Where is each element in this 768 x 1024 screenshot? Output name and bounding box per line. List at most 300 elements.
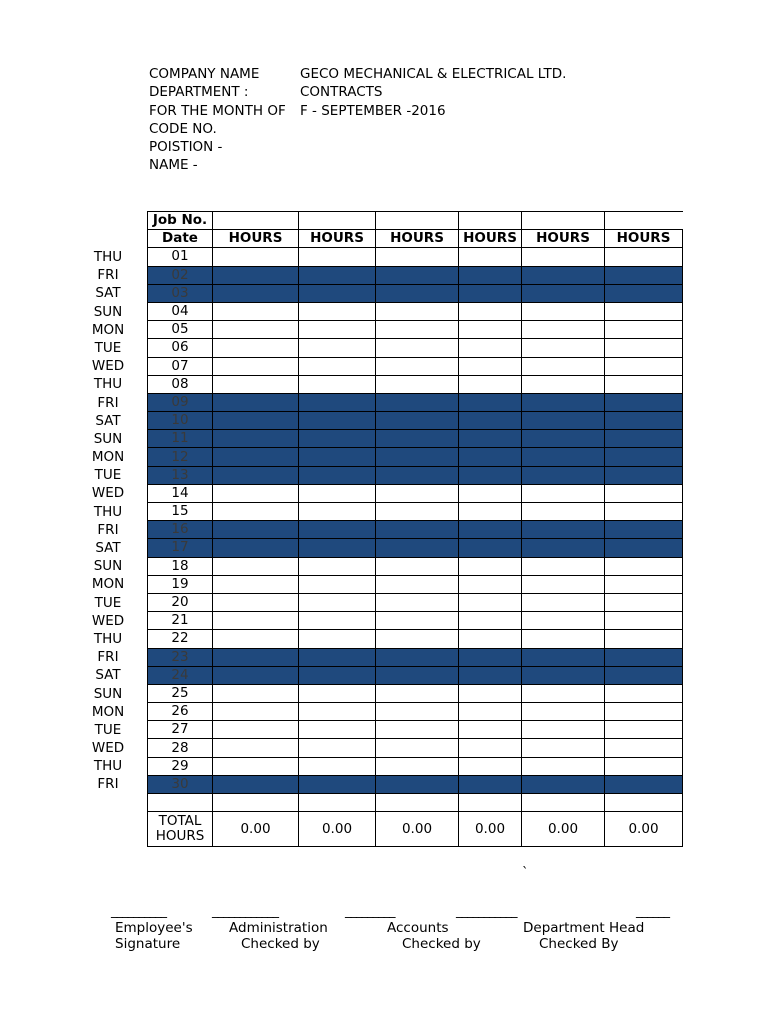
total-hours-value: 0.00 [522,812,605,847]
hours-cell[interactable] [376,503,459,521]
day-of-week-column [88,248,128,794]
hours-cell[interactable] [459,684,522,702]
hours-cell[interactable] [522,575,605,593]
day-of-week-label: TUE [94,467,122,484]
employee-caption-line2: Signature [115,935,181,952]
hours-cell[interactable] [522,593,605,611]
day-of-week-label: FRI [97,776,119,793]
signature-line-extra: ______ [636,904,669,919]
hours-cell[interactable] [213,684,299,702]
hours-cell[interactable] [459,630,522,648]
hours-cell[interactable] [522,448,605,466]
hours-cell[interactable] [522,393,605,411]
hours-cell[interactable] [213,448,299,466]
signature-line-employee: __________ [111,904,166,919]
total-hours-value: 0.00 [376,812,459,847]
hours-cell[interactable] [376,575,459,593]
hours-cell[interactable] [299,266,376,284]
date-cell: 10 [148,412,213,430]
hours-cell[interactable] [459,521,522,539]
date-cell: 26 [148,703,213,721]
table-row [148,321,683,339]
hours-cell[interactable] [213,357,299,375]
day-of-week-label: THU [93,758,123,775]
hours-cell[interactable] [376,430,459,448]
hours-cell[interactable] [376,302,459,320]
day-of-week-label: SAT [95,540,121,556]
hours-cell[interactable] [605,593,683,611]
table-row [148,357,683,375]
day-of-week-label: MON [91,321,125,338]
total-hours-value: 0.00 [213,812,299,847]
hours-cell[interactable] [213,539,299,557]
table-row [148,375,683,393]
day-of-week-label: SUN [93,430,123,447]
day-of-week-label: TUE [94,594,122,611]
hours-cell[interactable] [299,466,376,484]
hours-cell[interactable] [213,648,299,666]
hours-cell[interactable] [605,539,683,557]
hours-cell[interactable] [213,430,299,448]
hours-cell[interactable] [376,339,459,357]
month-value: F - SEPTEMBER -2016 [300,102,446,119]
date-cell: 30 [148,775,213,793]
date-cell: 29 [148,757,213,775]
hours-cell[interactable] [605,393,683,411]
table-row [148,630,683,648]
day-of-week-label: FRI [97,521,119,538]
hours-header: HOURS [376,230,459,248]
hours-cell[interactable] [213,794,299,812]
hours-cell[interactable] [213,466,299,484]
hours-cell[interactable] [522,612,605,630]
hours-cell[interactable] [376,266,459,284]
hours-cell[interactable] [605,757,683,775]
hours-cell[interactable] [605,448,683,466]
hours-cell[interactable] [522,284,605,302]
table-row [148,521,683,539]
hours-cell[interactable] [213,412,299,430]
hours-cell[interactable] [213,703,299,721]
hours-header: HOURS [213,230,299,248]
table-row [148,248,683,266]
hours-cell[interactable] [376,539,459,557]
hours-cell[interactable] [299,430,376,448]
hours-cell[interactable] [459,794,522,812]
job-number-cell[interactable] [376,212,459,230]
hours-cell[interactable] [459,484,522,502]
job-number-label: Job No. [148,212,213,230]
hours-cell[interactable] [299,739,376,757]
hours-cell[interactable] [299,248,376,266]
name-label: NAME - [149,157,198,174]
date-cell: 17 [148,539,213,557]
hours-cell[interactable] [605,248,683,266]
date-header: Date [148,230,213,248]
table-row [148,266,683,284]
hours-cell[interactable] [605,666,683,684]
date-cell: 22 [148,630,213,648]
date-cell [148,794,213,812]
hours-cell[interactable] [376,721,459,739]
day-of-week-label: FRI [97,394,119,411]
hours-cell[interactable] [522,484,605,502]
hours-cell[interactable] [376,630,459,648]
date-cell: 18 [148,557,213,575]
hours-cell[interactable] [299,794,376,812]
hours-cell[interactable] [213,521,299,539]
hours-cell[interactable] [605,684,683,702]
hours-cell[interactable] [299,630,376,648]
hours-cell[interactable] [213,593,299,611]
hours-cell[interactable] [605,575,683,593]
hours-cell[interactable] [376,648,459,666]
hours-cell[interactable] [299,575,376,593]
hours-cell[interactable] [213,393,299,411]
hours-cell[interactable] [605,484,683,502]
hours-cell[interactable] [522,648,605,666]
hours-cell[interactable] [376,248,459,266]
hours-cell[interactable] [605,430,683,448]
total-label-line1: TOTAL [158,813,202,830]
table-row [148,612,683,630]
hours-cell[interactable] [522,302,605,320]
hours-cell[interactable] [213,302,299,320]
hours-cell[interactable] [522,339,605,357]
day-of-week-label: FRI [97,267,119,284]
hours-cell[interactable] [299,612,376,630]
hours-cell[interactable] [213,484,299,502]
hours-cell[interactable] [299,375,376,393]
date-cell: 24 [148,666,213,684]
hours-cell[interactable] [213,339,299,357]
hours-cell[interactable] [299,539,376,557]
hours-cell[interactable] [522,503,605,521]
hours-cell[interactable] [299,757,376,775]
position-label: POISTION - [149,139,223,156]
code-label: CODE NO. [149,120,217,137]
hours-cell[interactable] [605,557,683,575]
hours-cell[interactable] [299,684,376,702]
hours-cell[interactable] [522,248,605,266]
hours-cell[interactable] [459,775,522,793]
hours-header: HOURS [459,230,522,248]
hours-cell[interactable] [522,775,605,793]
hours-cell[interactable] [522,794,605,812]
hours-cell[interactable] [213,321,299,339]
head-caption-line2: Checked By [539,935,619,952]
hours-cell[interactable] [376,794,459,812]
hours-header: HOURS [522,230,605,248]
timesheet-table [147,211,683,847]
day-of-week-label: WED [91,358,125,375]
hours-cell[interactable] [459,339,522,357]
hours-cell[interactable] [605,521,683,539]
hours-cell[interactable] [605,266,683,284]
table-row [148,666,683,684]
admin-signature-caption [229,921,328,952]
hours-cell[interactable] [376,684,459,702]
timesheet-body [148,212,683,847]
day-of-week-label: MON [91,449,125,466]
hours-cell[interactable] [376,357,459,375]
department-value: CONTRACTS [300,84,383,101]
hours-cell[interactable] [376,757,459,775]
hours-cell[interactable] [605,357,683,375]
hours-cell[interactable] [605,503,683,521]
hours-cell[interactable] [522,357,605,375]
day-of-week-label: SUN [93,685,123,702]
hours-header: HOURS [605,230,683,248]
hours-cell[interactable] [299,357,376,375]
hours-cell[interactable] [299,775,376,793]
day-of-week-label: THU [93,376,123,393]
hours-cell[interactable] [299,321,376,339]
hours-cell[interactable] [376,393,459,411]
hours-cell[interactable] [299,721,376,739]
date-cell: 08 [148,375,213,393]
job-number-cell[interactable] [605,212,683,230]
hours-cell[interactable] [522,666,605,684]
table-row [148,466,683,484]
hours-cell[interactable] [213,575,299,593]
hours-cell[interactable] [522,630,605,648]
hours-cell[interactable] [459,557,522,575]
day-of-week-label: TUE [94,339,122,356]
hours-cell[interactable] [605,321,683,339]
accounts-caption-line2: Checked by [402,935,481,952]
signature-line-head: ___________ [456,904,517,919]
hours-cell[interactable] [459,503,522,521]
total-hours-value: 0.00 [459,812,522,847]
day-of-week-label: SAT [95,667,121,684]
employee-caption-line1: Employee's [115,920,193,936]
hours-cell[interactable] [299,503,376,521]
company-label: COMPANY NAME [149,66,260,82]
hours-cell[interactable] [213,630,299,648]
company-value: GECO MECHANICAL & ELECTRICAL LTD. [300,66,567,82]
blank-row [148,794,683,812]
job-number-cell[interactable] [522,212,605,230]
hours-cell[interactable] [459,739,522,757]
day-of-week-label: SAT [95,285,121,302]
day-of-week-label: THU [93,503,123,520]
table-row [148,703,683,721]
hours-cell[interactable] [605,466,683,484]
hours-cell[interactable] [299,284,376,302]
hours-cell[interactable] [213,612,299,630]
hours-cell[interactable] [376,666,459,684]
hours-cell[interactable] [459,412,522,430]
table-row [148,557,683,575]
hours-cell[interactable] [376,739,459,757]
hours-cell[interactable] [522,703,605,721]
table-row [148,593,683,611]
hours-cell[interactable] [213,248,299,266]
table-row [148,539,683,557]
hours-cell[interactable] [299,703,376,721]
hours-cell[interactable] [459,448,522,466]
hours-cell[interactable] [299,557,376,575]
hours-cell[interactable] [376,612,459,630]
hours-cell[interactable] [522,521,605,539]
hours-cell[interactable] [605,375,683,393]
hours-cell[interactable] [299,302,376,320]
day-of-week-label: WED [91,612,125,629]
hours-cell[interactable] [605,648,683,666]
table-row [148,775,683,793]
hours-cell[interactable] [605,302,683,320]
date-cell: 03 [148,284,213,302]
table-row [148,339,683,357]
table-row [148,393,683,411]
hours-cell[interactable] [459,721,522,739]
hours-cell[interactable] [459,539,522,557]
hours-cell[interactable] [459,393,522,411]
total-hours-value: 0.00 [299,812,376,847]
date-cell: 25 [148,684,213,702]
hours-cell[interactable] [522,375,605,393]
hours-cell[interactable] [376,703,459,721]
table-row [148,284,683,302]
hours-cell[interactable] [213,284,299,302]
hours-cell[interactable] [522,430,605,448]
hours-cell[interactable] [213,666,299,684]
total-row [148,812,683,847]
hours-cell[interactable] [213,557,299,575]
hours-cell[interactable] [299,339,376,357]
hours-cell[interactable] [522,739,605,757]
hours-cell[interactable] [376,557,459,575]
hours-cell[interactable] [376,521,459,539]
hours-cell[interactable] [213,757,299,775]
stray-mark: ` [522,866,529,881]
hours-cell[interactable] [459,321,522,339]
hours-cell[interactable] [376,775,459,793]
date-cell: 11 [148,430,213,448]
hours-cell[interactable] [459,612,522,630]
hours-cell[interactable] [213,375,299,393]
hours-cell[interactable] [522,539,605,557]
total-hours-value: 0.00 [605,812,683,847]
day-of-week-label: SUN [93,303,123,320]
table-row [148,721,683,739]
hours-cell[interactable] [605,339,683,357]
month-label: FOR THE MONTH OF [149,102,286,119]
day-of-week-label: WED [91,740,125,757]
hours-cell[interactable] [213,266,299,284]
hours-cell[interactable] [376,593,459,611]
hours-cell[interactable] [605,739,683,757]
hours-cell[interactable] [299,484,376,502]
hours-cell[interactable] [376,448,459,466]
hours-cell[interactable] [459,375,522,393]
hours-cell[interactable] [299,593,376,611]
hours-cell[interactable] [299,412,376,430]
hours-cell[interactable] [459,266,522,284]
hours-cell[interactable] [376,375,459,393]
day-of-week-label: THU [93,630,123,647]
head-signature-caption [523,921,644,952]
date-cell: 14 [148,484,213,502]
date-cell: 09 [148,393,213,411]
table-row [148,684,683,702]
hours-cell[interactable] [213,503,299,521]
hours-cell[interactable] [213,721,299,739]
hours-cell[interactable] [522,412,605,430]
hours-cell[interactable] [459,666,522,684]
hours-cell[interactable] [459,248,522,266]
hours-cell[interactable] [459,302,522,320]
hours-cell[interactable] [459,575,522,593]
hours-cell[interactable] [605,284,683,302]
hours-cell[interactable] [605,612,683,630]
job-number-cell[interactable] [299,212,376,230]
table-row [148,648,683,666]
hours-cell[interactable] [299,393,376,411]
hours-cell[interactable] [299,448,376,466]
hours-cell[interactable] [605,703,683,721]
table-row [148,575,683,593]
hours-cell[interactable] [522,684,605,702]
hours-cell[interactable] [459,757,522,775]
hours-cell[interactable] [376,321,459,339]
hours-cell[interactable] [376,412,459,430]
hours-cell[interactable] [299,666,376,684]
hours-cell[interactable] [605,721,683,739]
date-cell: 20 [148,593,213,611]
hours-cell[interactable] [459,430,522,448]
hours-cell[interactable] [459,648,522,666]
hours-cell[interactable] [522,266,605,284]
hours-cell[interactable] [459,703,522,721]
hours-cell[interactable] [376,484,459,502]
hours-cell[interactable] [299,521,376,539]
hours-cell[interactable] [522,321,605,339]
hours-cell[interactable] [459,357,522,375]
hours-cell[interactable] [459,284,522,302]
signature-line-admin: ____________ [212,904,278,919]
hours-cell[interactable] [522,721,605,739]
hours-cell[interactable] [522,466,605,484]
hours-cell[interactable] [522,557,605,575]
date-cell: 13 [148,466,213,484]
hours-cell[interactable] [299,648,376,666]
date-cell: 04 [148,302,213,320]
total-hours-label [148,812,213,847]
hours-cell[interactable] [376,284,459,302]
hours-cell[interactable] [605,794,683,812]
job-number-cell[interactable] [459,212,522,230]
hours-cell[interactable] [459,593,522,611]
table-row [148,484,683,502]
hours-cell[interactable] [605,412,683,430]
job-number-row [148,212,683,230]
hours-cell[interactable] [213,775,299,793]
date-cell: 07 [148,357,213,375]
hours-cell[interactable] [522,757,605,775]
date-cell: 19 [148,575,213,593]
hours-cell[interactable] [376,466,459,484]
admin-caption-line1: Administration [229,920,328,936]
table-row [148,430,683,448]
job-number-cell[interactable] [213,212,299,230]
hours-cell[interactable] [605,630,683,648]
hours-cell[interactable] [605,775,683,793]
total-label-line2: HOURS [155,828,205,845]
hours-cell[interactable] [213,739,299,757]
hours-cell[interactable] [459,466,522,484]
